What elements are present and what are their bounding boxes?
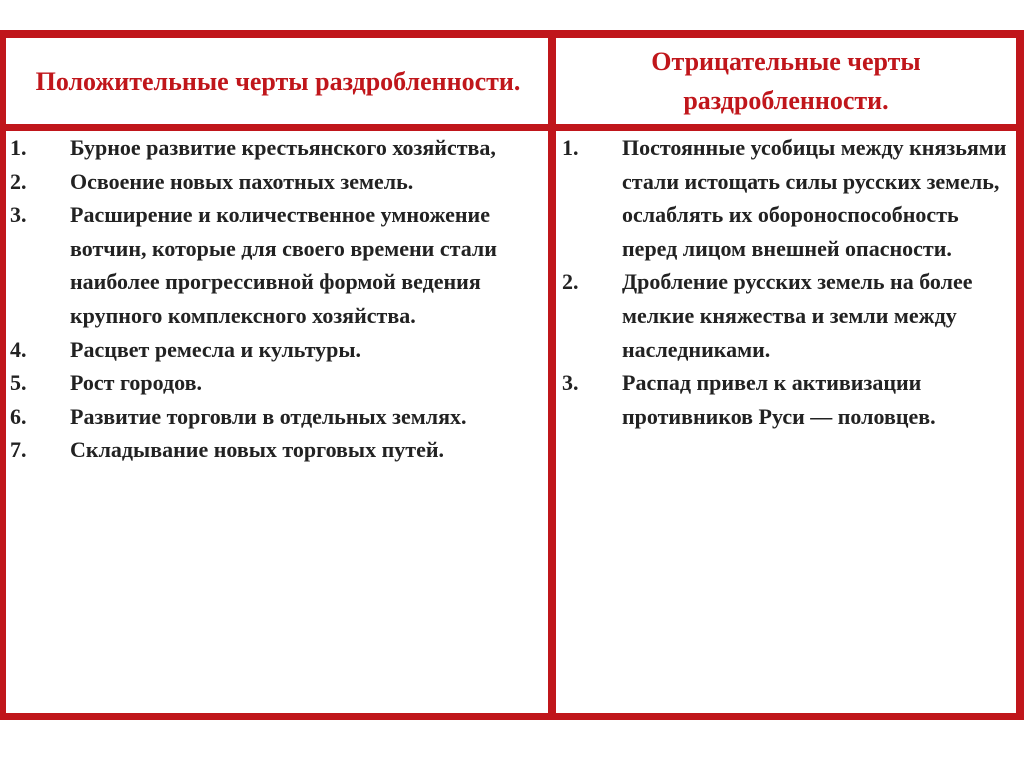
item-text: Рост городов. [70, 370, 202, 396]
item-text: Освоение новых пахотных земель. [70, 168, 414, 194]
list-item [10, 366, 540, 400]
item-number: 1. [10, 135, 27, 160]
item-text: Расцвет ремесла и культуры. [70, 336, 362, 362]
item-number: 5. [10, 370, 27, 396]
list-item [10, 198, 540, 332]
list-item [10, 433, 540, 467]
header-positive-text: Положительные черты раздробленности. [35, 66, 521, 96]
list-item [562, 265, 1012, 366]
item-text: Дробление русских земель на более мелкие княжества и земли между наследниками. [622, 269, 973, 362]
item-text: Развитие торговли в отдельных землях. [70, 403, 467, 429]
item-text: Бурное развитие крестьянского хозяйства, [70, 135, 496, 160]
header-negative [556, 38, 1016, 124]
list-item [10, 131, 540, 165]
item-text: Распад привел к активизации противников Руси — половцев. [622, 370, 936, 429]
table-border-top [0, 30, 1024, 38]
item-number: 6. [10, 403, 27, 429]
list-item [562, 131, 1012, 265]
header-divider [0, 124, 1024, 131]
list-item [562, 366, 1012, 433]
item-text: Расширение и количественное умножение вотчин, которые для своего времени стали наиболее прогрессивной формой ведения крупного комплексного хозяйства. [70, 202, 497, 328]
item-number: 3. [10, 202, 27, 228]
item-number: 3. [562, 370, 579, 396]
negative-list [562, 131, 1012, 433]
table-border-right [1016, 30, 1024, 720]
list-item [10, 165, 540, 199]
item-number: 1. [562, 135, 579, 160]
item-text: Постоянные усобицы между князьями стали истощать силы русских земель, ослаблять их обороноспособность перед лицом внешней опасности. [622, 135, 1007, 261]
item-number: 4. [10, 336, 27, 362]
item-number: 2. [10, 168, 27, 194]
header-negative-text: Отрицательные черты раздробленности. [651, 47, 921, 115]
table-border-left [0, 30, 6, 720]
header-positive [6, 38, 550, 124]
table-border-bottom [0, 713, 1024, 720]
positive-list [10, 131, 540, 467]
list-item [10, 400, 540, 434]
item-text: Складывание новых торговых путей. [70, 437, 445, 463]
list-item [10, 333, 540, 367]
column-divider [548, 30, 556, 720]
item-number: 7. [10, 437, 27, 463]
item-number: 2. [562, 269, 579, 295]
